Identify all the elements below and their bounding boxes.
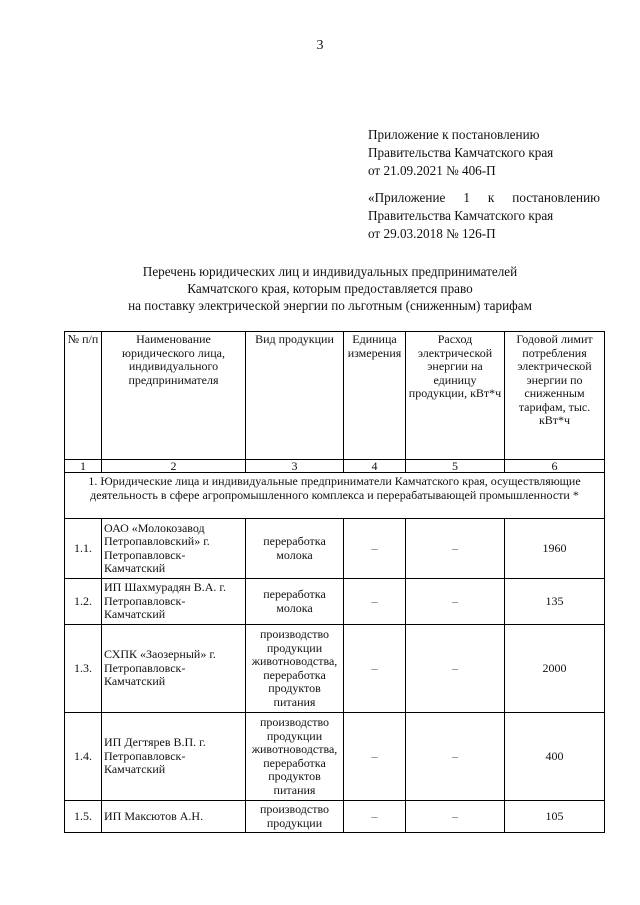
column-header: № п/п [65,332,102,460]
table-row [65,801,605,833]
row-number: 1.3. [65,625,102,713]
document-title [70,263,590,314]
unit: – [344,579,406,625]
annual-limit: 105 [505,801,605,833]
appendix-line: от 29.03.2018 № 126-П [368,226,496,241]
product-type: производство продукции животноводства, переработка продуктов питания [246,625,344,713]
section-row [65,473,605,519]
unit: – [344,519,406,579]
column-number-row [65,460,605,473]
table-row [65,713,605,801]
table-header-row [65,332,605,460]
annual-limit: 1960 [505,519,605,579]
enterprise-name: ИП Дегтярев В.П. г. Петропавловск-Камчатский [102,713,246,801]
unit: – [344,625,406,713]
product-type: производство продукции [246,801,344,833]
page-number: 3 [316,38,324,53]
title-line: Перечень юридических лиц и индивидуальных предпринимателей [142,264,518,279]
annual-limit: 135 [505,579,605,625]
appendix-line: Правительства Камчатского края [368,208,554,223]
column-number: 4 [344,460,406,473]
column-header: Единица измерения [344,332,406,460]
enterprise-table [64,331,605,833]
enterprise-name: ОАО «Молокозавод Петропавловский» г. Петропавловск-Камчатский [102,519,246,579]
row-number: 1.5. [65,801,102,833]
annual-limit: 2000 [505,625,605,713]
enterprise-name: ИП Максютов А.Н. [102,801,246,833]
table-row [65,519,605,579]
column-number: 5 [406,460,505,473]
column-header: Годовой лимит потребления электрической энергии по сниженным тарифам, тыс. кВт*ч [505,332,605,460]
table-row [65,579,605,625]
enterprise-name: СХПК «Заозерный» г. Петропавловск-Камчатский [102,625,246,713]
annual-limit: 400 [505,713,605,801]
table-row [65,625,605,713]
appendix-line: Приложение к постановлению [368,127,540,142]
enterprise-name: ИП Шахмурадян В.А. г. Петропавловск-Камчатский [102,579,246,625]
column-number: 2 [102,460,246,473]
unit: – [344,713,406,801]
title-line: на поставку электрической энергии по льготным (сниженным) тарифам [128,298,532,313]
product-type: переработка молока [246,519,344,579]
column-header: Вид продукции [246,332,344,460]
column-number: 1 [65,460,102,473]
rate: – [406,519,505,579]
row-number: 1.4. [65,713,102,801]
appendix-line: от 21.09.2021 № 406-П [368,163,496,178]
column-header: Наименование юридического лица, индивидуального предпринимателя [102,332,246,460]
rate: – [406,713,505,801]
column-header: Расход электрической энергии на единицу продукции, кВт*ч [406,332,505,460]
row-number: 1.1. [65,519,102,579]
section-title: 1. Юридические лица и индивидуальные предприниматели Камчатского края, осуществляющие деятельность в сфере агропромышленного комплекса и перерабатывающей промышленности * [65,473,605,519]
appendix-line: Правительства Камчатского края [368,145,554,160]
unit: – [344,801,406,833]
product-type: производство продукции животноводства, переработка продуктов питания [246,713,344,801]
rate: – [406,625,505,713]
column-number: 6 [505,460,605,473]
original-appendix-block [368,189,618,243]
row-number: 1.2. [65,579,102,625]
rate: – [406,801,505,833]
product-type: переработка молока [246,579,344,625]
column-number: 3 [246,460,344,473]
title-line: Камчатского края, которым предоставляется право [187,281,473,296]
appendix-line: «Приложение 1 к постановлению [368,190,600,205]
appendix-block [368,126,618,180]
rate: – [406,579,505,625]
